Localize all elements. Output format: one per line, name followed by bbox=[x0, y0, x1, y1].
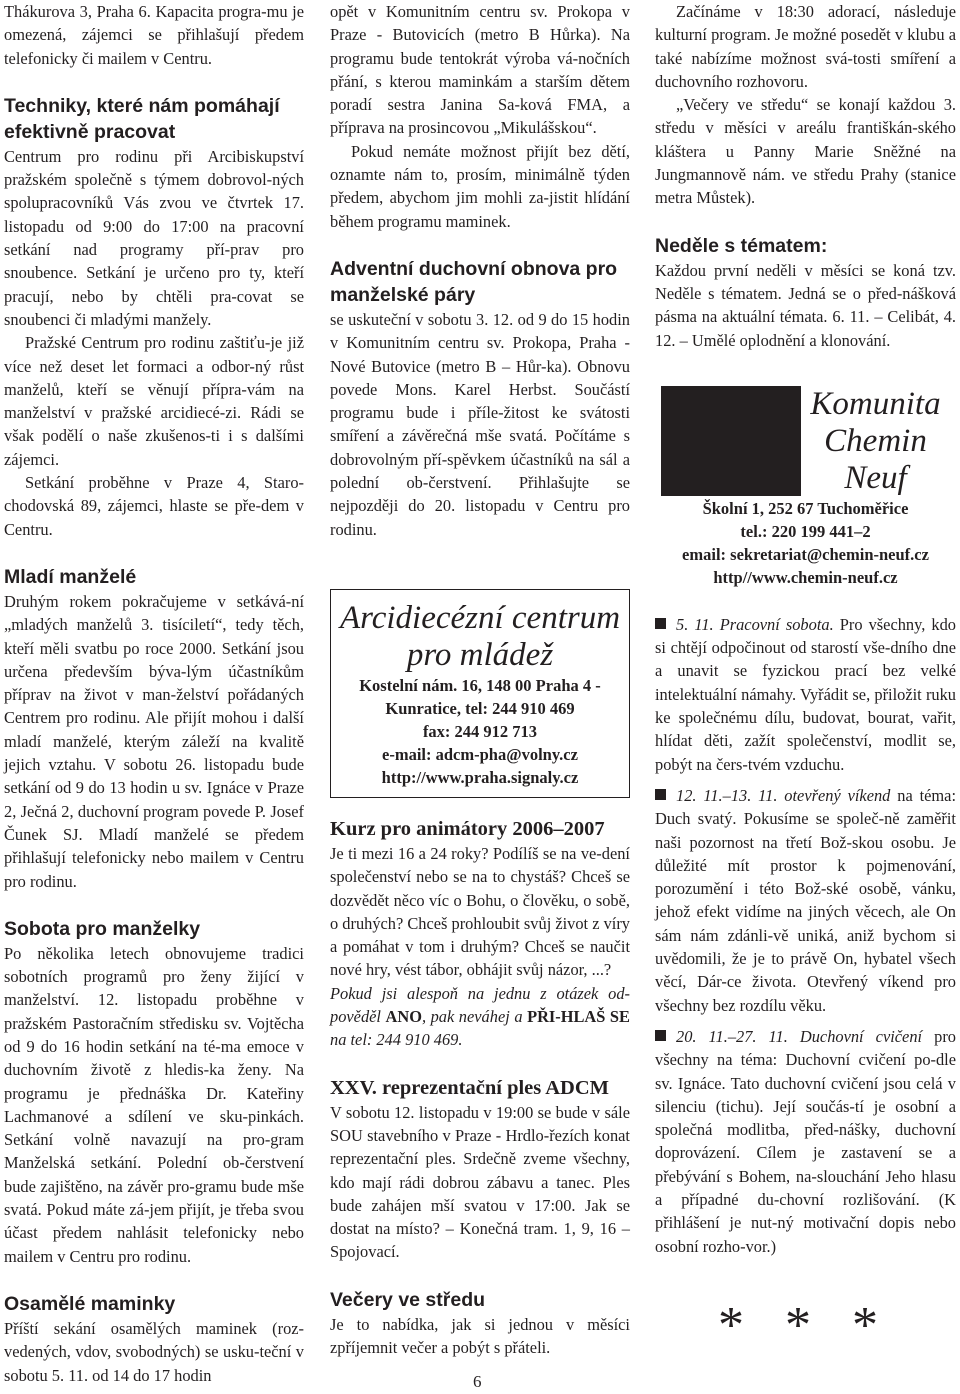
column-2 bbox=[330, 0, 630, 1359]
kurz-paragraph: Je ti mezi 16 a 24 roky? Podílíš se na ve-dení společenství nebo se na to chystáš? Chceš se dozvědět něco víc o Bohu, o člověku, o sobě, o druhých? Chceš prohloubit svůj život z víry a pomáhat v tom i druhým? Chceš se naučit nové hry, vést tábor, obhájit svůj názor, ...? bbox=[330, 843, 630, 980]
column-3 bbox=[655, 0, 956, 1354]
adcm-address: Kostelní nám. 16, 148 00 Praha 4 - bbox=[359, 675, 601, 695]
continued-paragraph-2: „Večery ve středu“ se konají každou 3. středu v měsíci v areálu františkán-ského kláštera u Panny Marie Sněžné na Jungmannově nám. ve středu Prahy (stanice metra Můstek). bbox=[655, 95, 956, 208]
chemin-neuf-box bbox=[655, 372, 956, 597]
kurz-call-to-action: Pokud jsi alespoň na jednu z otázek od-pověděl ANO, pak neváhej a PŘI-HLAŠ SE na tel: 244 910 469. bbox=[330, 983, 630, 1050]
decorative-stars: * * * bbox=[718, 1297, 892, 1354]
techniky-paragraph-3: Setkání proběhne v Praze 4, Staro-chodovská 89, zájemci, hlaste se pře-dem v Centru. bbox=[4, 473, 304, 539]
adcm-web: http://www.praha.signaly.cz bbox=[381, 767, 579, 787]
ples-paragraph: V sobotu 12. listopadu v 19:00 se bude v sále SOU stavebního v Praze - Hrdlo-řezích konat reprezentační ples. Srdečně zveme všechny, kdo mají rádi dobrou zábavu a tanec. Ples bude zahájen mší svatou v 17:00. Jak se dostat na místo? – Konečná tram. 1, 9, 16 – Spojovací. bbox=[330, 1102, 630, 1262]
adcm-fax: fax: 244 912 713 bbox=[422, 721, 538, 741]
vecery-paragraph: Je to nabídka, jak si jednou v měsíci zpříjemnit večer a pobýt s přáteli. bbox=[330, 1314, 630, 1357]
osamele-paragraph: Příští sekání osamělých maminek (roz-vedených, vdov, svobodných) se usku-teční v sobotu 5. 11. od 14 do 17 hodin bbox=[4, 1318, 304, 1385]
column-1 bbox=[4, 0, 304, 1387]
techniky-paragraph-1: Centrum pro rodinu při Arcibiskupství pražském společně s týmem dobrovol-ných spolupracovníků Vás zvou ve čtvrtek 17. listopadu od 9:00 do 17:00 na pracovní setkání nad programy pří-prav pro snoubence. Setkání je určeno pro ty, kteří pracují, nebo by chtěli pra-covat se snoubenci či mladými manžely. bbox=[4, 146, 304, 329]
bullet-icon bbox=[655, 618, 666, 629]
heading-techniky: Techniky, které nám pomáhají efektivně pracovat bbox=[4, 94, 280, 143]
heading-osamele: Osamělé maminky bbox=[4, 1292, 176, 1315]
continued-paragraph: opět v Komunitním centru sv. Prokopa v Praze - Butovicích (metro B Hůrka). Na programu bude tentokrát výroba vá-nočních přání, s kterou maminkám a starším dětem poradí sestra Janina Sa-ková FMA, a příprava na prosincovou „Mikulášskou“. bbox=[330, 2, 630, 138]
chemin-neuf-title: Komunita Chemin Neuf bbox=[810, 385, 941, 496]
nedele-paragraph: Každou první neděli v měsíci se koná tzv. Neděle s tématem. Jedná se o před-nášková pásma na aktuální témata. 6. 11. – Celibát, 4. 12. – Umělé oplodnění a klonování. bbox=[655, 260, 956, 350]
heading-adventni: Adventní duchovní obnova pro manželské páry bbox=[330, 257, 618, 306]
event-item-2: 12. 11.–13. 11. otevřený víkend na téma: Duch svatý. Pokusíme se společ-ně zaměřit naši pozornost na třetí Bož-skou osobu. Je důležité mít prostor k pojmenování, porozumění i této Bož-ské osobě, vánku, jehož efekt vidíme na jiných věcech, ale On sám nám zdánli-vě uniká, aniž bychom si uvědomili, že je to právě On, hybatel všech věcí, Dár-ce života. Otevřený víkend pro všechny bez rozdílu věku. bbox=[655, 785, 956, 1015]
adcm-contact-box bbox=[330, 589, 630, 798]
event-item-1: 5. 11. Pracovní sobota. Pro všechny, kdo si chtějí odpočinout od starostí vše-dního dne a unavit se fyzickou prací bez velké intelektuální námahy. Vyřádit se, přiložit ruku ke společnému dílu, budovat, bourat, vařit, hlídat děti, zažít společenství, modlit se, pobýt na čers-tvém vzduchu. bbox=[655, 614, 956, 774]
continued-paragraph-2: Pokud nemáte možnost přijít bez dětí, oznamte nám to, prosím, minimálně týden předem, abychom jim mohli za-jistit hlídání během programu maminek. bbox=[330, 141, 630, 231]
heading-vecery: Večery ve středu bbox=[330, 1288, 486, 1311]
chemin-neuf-address: Školní 1, 252 67 Tuchoměřice bbox=[702, 498, 909, 518]
adcm-box-title: Arcidiecézní centrum pro mládež bbox=[339, 599, 621, 673]
page-number: 6 bbox=[473, 1372, 482, 1391]
heading-mladi-manzele: Mladí manželé bbox=[4, 565, 137, 588]
adcm-phone: Kunratice, tel: 244 910 469 bbox=[385, 698, 575, 718]
sobota-paragraph: Po několika letech obnovujeme tradici sobotních programů pro ženy žijící v manželství. 12. listopadu proběhne v pražském Pastoračním středisku sv. Vojtěcha od 9 do 16 hodin setkání na té-ma emoce v duchovním životě z hledis-ka ženy. Na programu je přednáška Dr. Kateřiny Lachmanové a sdílení ve sku-pinkách. Setkání volně navazují na pro-gram Manželská setkání. Polední ob-čerstvení bude zajištěno, na závěr pro-gramu bude mše svatá. Pokud máte zá-jem přijít, je třeba svou účast předem nahlásit telefonicky nebo mailem v Centru pro rodinu. bbox=[4, 943, 304, 1266]
heading-kurz: Kurz pro animátory 2006–2007 bbox=[330, 817, 605, 840]
techniky-paragraph-2: Pražské Centrum pro rodinu zaštiťu-je již více než deset let formaci a odbor-ný růst manželů, kteří se věnují přípra-vám na manželství v pražské arcidiecé-zi. Rádi se však podělí o naše zkušenos-ti i s dalšími zájemci. bbox=[4, 333, 304, 469]
mladi-paragraph: Druhým rokem pokračujeme v setkává-ní „mladých manželů 3. tisíciletí“, tedy těch, kteří měli svatbu po roce 2000. Setkání jsou určena především býva-lým účastníkům příprav na život v man-želství pořádaných Centrem pro rodinu. Ale přijít mohou i další mladí manželé, kterým záleží na kvalitě jejich vztahu. V sobotu 26. listopadu bude setkání od 9 do 13 hodin u sv. Ignáce v Praze 2, Ječná 2, duchovní program povede P. Josef Čunek SJ. Mladí manželé se předem přihlašují telefonicky nebo mailem v Centru pro rodinu. bbox=[4, 591, 304, 891]
continued-paragraph: Začínáme v 18:30 adorací, následuje kulturní program. Je možné posedět v klubu a také nabízíme možnost svá-tosti smíření a duchovního rozhovoru. bbox=[655, 2, 956, 91]
heading-nedele: Neděle s tématem: bbox=[655, 234, 828, 257]
adcm-email: e-mail: adcm-pha@volny.cz bbox=[382, 744, 578, 764]
bullet-icon bbox=[655, 789, 666, 800]
chemin-neuf-email: email: sekretariat@chemin-neuf.cz bbox=[682, 544, 929, 564]
bullet-icon bbox=[655, 1030, 666, 1041]
chemin-neuf-phone: tel.: 220 199 441–2 bbox=[740, 521, 871, 541]
heading-ples: XXV. reprezentační ples ADCM bbox=[330, 1076, 610, 1099]
chemin-neuf-web: http//www.chemin-neuf.cz bbox=[713, 567, 898, 587]
event-item-3: 20. 11.–27. 11. Duchovní cvičení pro všechny na téma: Duchovní cvičení po-dle sv. Ignáce. Tato duchovní cvičení jsou celá v silenciu (tichu). Její součás-tí je osobní a společná modlitba, před-nášky, duchovní doprovázení. Cílem je zastavení se a přebývání s Bohem, na-slouchání Jeho hlasu a případné du-chovní rozlišování. (K přihlášení je nut-ný motivační dopis nebo osobní rozho-vor.) bbox=[655, 1026, 956, 1256]
intro-paragraph: Thákurova 3, Praha 6. Kapacita progra-mu je omezená, zájemci se přihlašují předem telefonicky či mailem v Centru. bbox=[4, 2, 304, 68]
heading-sobota: Sobota pro manželky bbox=[4, 917, 201, 940]
adventni-paragraph: se uskuteční v sobotu 3. 12. od 9 do 15 hodin v Komunitním centru sv. Prokopa, Praha - Nové Butovice (metro B – Hůr-ka). Obnovu povede Mons. Karel Herbst. Součástí programu bude i příle-žitost ke svátosti smíření a závěrečná mše svatá. Počítáme s dobrovolným pří-spěvkem účastníků na sál a polední ob-čerstvení. Přihlašujte se nejpozději do 20. listopadu v Centru pro rodinu. bbox=[330, 309, 630, 539]
